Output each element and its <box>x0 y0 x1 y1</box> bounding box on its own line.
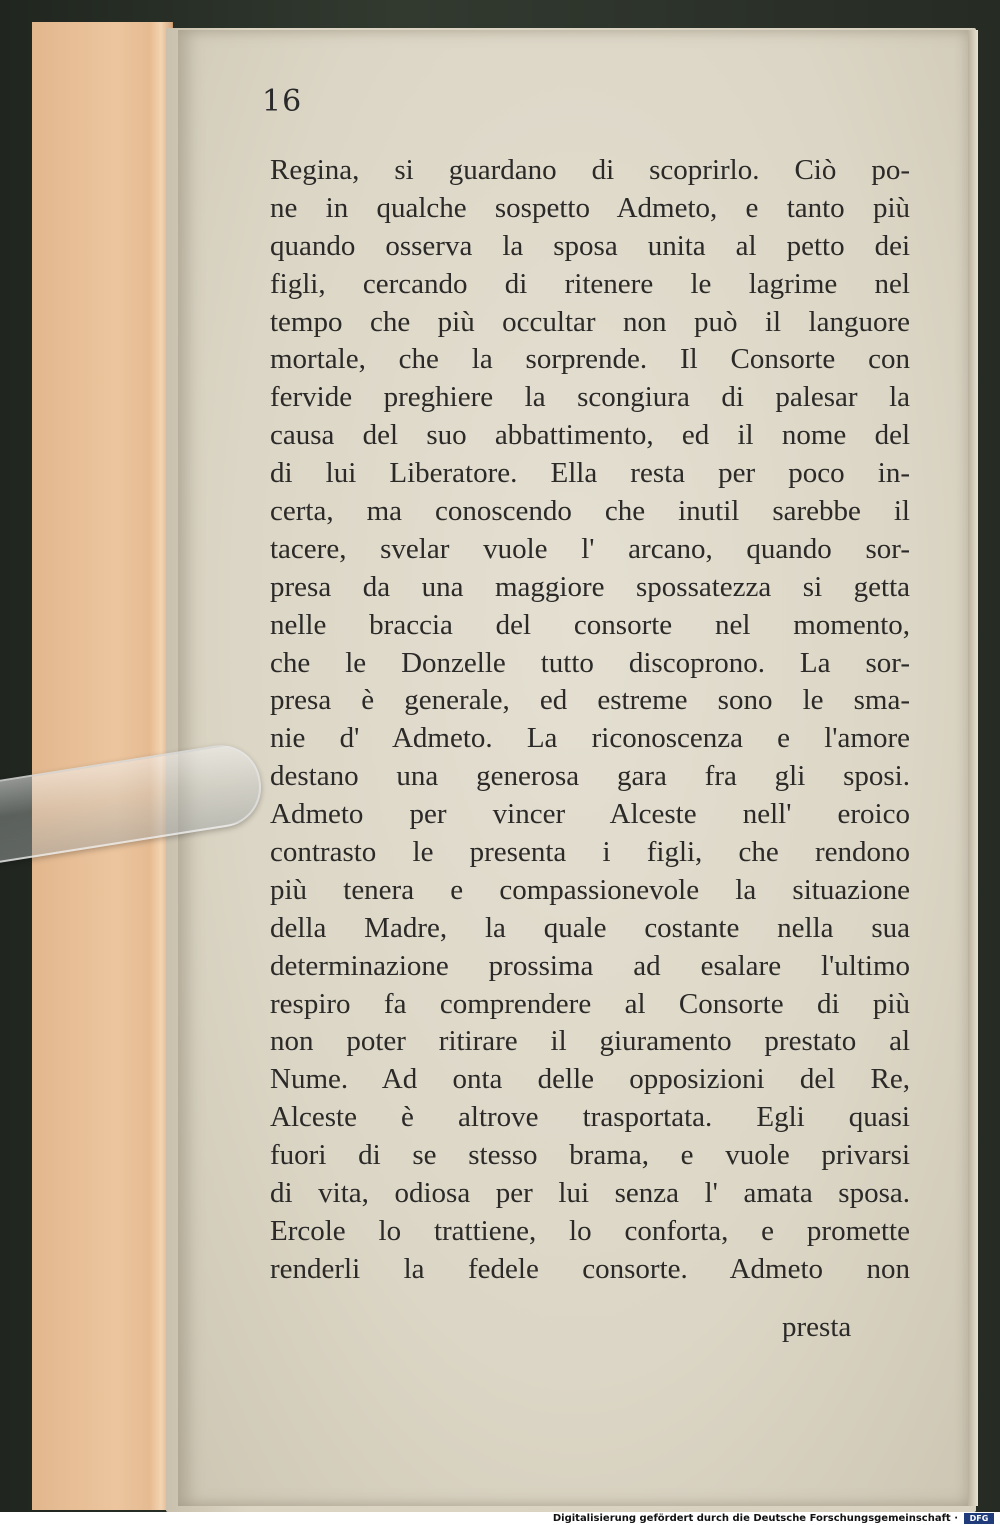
text-line: nie d' Admeto. La riconoscenza e l'amore <box>270 722 910 755</box>
text-line: mortale, che la sorprende. Il Consorte con <box>270 343 910 376</box>
text-line: causa del suo abbattimento, ed il nome del <box>270 419 910 452</box>
text-line: figli, cercando di ritenere le lagrime nel <box>270 267 910 300</box>
page-edge <box>968 30 978 1506</box>
text-line: presa è generale, ed estreme sono le sma- <box>270 684 910 717</box>
text-line: contrasto le presenta i figli, che rendono <box>270 836 910 869</box>
page-body-text <box>270 152 910 1289</box>
text-line: della Madre, la quale costante nella sua <box>270 911 910 944</box>
text-line: Admeto per vincer Alceste nell' eroico <box>270 798 910 831</box>
catchword: presta <box>782 1311 852 1343</box>
text-line: fervide preghiere la scongiura di palesar la <box>270 381 910 414</box>
text-line: nelle braccia del consorte nel momento, <box>270 608 910 641</box>
text-line: non poter ritirare il giuramento prestato al <box>270 1025 910 1058</box>
text-line: Alceste è altrove trasportata. Egli quasi <box>270 1101 910 1134</box>
text-line: più tenera e compassionevole la situazione <box>270 873 910 906</box>
text-line: Ercole lo trattiene, lo conforta, e promette <box>270 1214 910 1247</box>
text-line: certa, ma conoscendo che inutil sarebbe il <box>270 495 910 528</box>
page-number: 16 <box>262 84 303 119</box>
text-line: di lui Liberatore. Ella resta per poco in- <box>270 457 910 490</box>
text-line: Regina, si guardano di scoprirlo. Ciò po- <box>270 154 910 186</box>
digitization-credit: Digitalisierung gefördert durch die Deutsche Forschungsgemeinschaft · <box>552 1513 958 1524</box>
text-line: fuori di se stesso brama, e vuole privarsi <box>270 1139 910 1172</box>
text-line: quando osserva la sposa unita al petto dei <box>270 229 910 262</box>
text-line: renderli la fedele consorte. Admeto non <box>270 1252 910 1285</box>
text-line: di vita, odiosa per lui senza l' amata sposa. <box>270 1177 910 1210</box>
text-line: che le Donzelle tutto discoprono. La sor- <box>270 646 910 679</box>
dfg-logo: DFG <box>964 1513 994 1524</box>
text-line: Nume. Ad onta delle opposizioni del Re, <box>270 1063 910 1096</box>
text-line: destano una generosa gara fra gli sposi. <box>270 760 910 793</box>
text-line: tacere, svelar vuole l' arcano, quando sor- <box>270 532 910 565</box>
text-line: determinazione prossima ad esalare l'ultimo <box>270 949 910 982</box>
text-line: respiro fa comprendere al Consorte di più <box>270 987 910 1020</box>
text-line: presa da una maggiore spossatezza si getta <box>270 570 910 603</box>
text-line: tempo che più occultar non può il languore <box>270 305 910 338</box>
text-line: ne in qualche sospetto Admeto, e tanto più <box>270 191 910 224</box>
